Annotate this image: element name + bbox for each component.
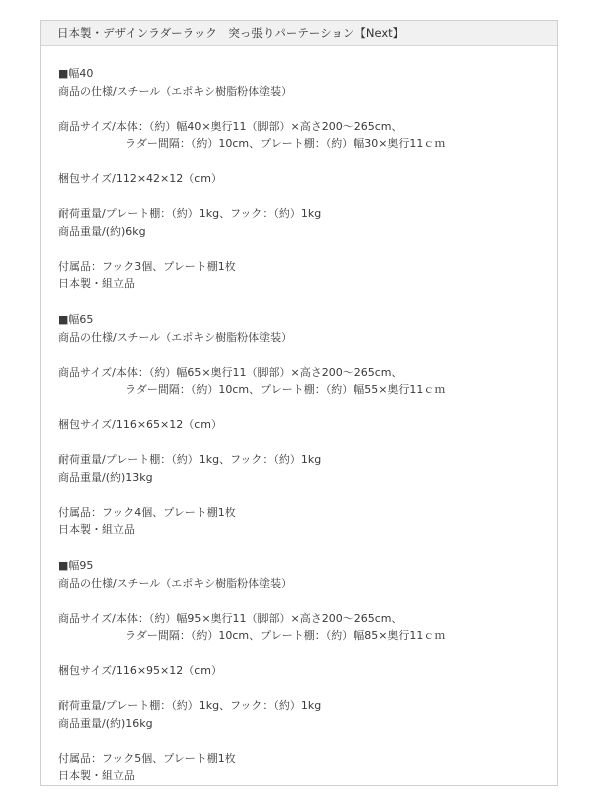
product-size: 商品サイズ/本体：（約）幅65×奥行11（脚部）×高さ200～265cm、 — [58, 365, 403, 379]
package-size: 梱包サイズ/116×95×12（cm） — [58, 664, 223, 677]
spec-section-w95 — [58, 557, 551, 803]
origin-note: 日本製・組立品 — [58, 523, 135, 536]
spec-section-w40 — [58, 65, 551, 311]
section-heading: ■幅95 — [58, 559, 94, 572]
ladder-spacing: ラダー間隔：（約）10cm、プレート棚：（約）幅55×奥行11ｃｍ — [125, 383, 446, 396]
origin-note: 日本製・組立品 — [58, 277, 135, 290]
product-weight: 商品重量/(約)13kg — [58, 470, 153, 484]
load-capacity: 耐荷重量/プレート棚：（約）1kg、フック：（約）1kg — [58, 699, 322, 712]
accessories: 付属品：フック3個、プレート棚1枚 — [58, 259, 236, 273]
spec-content — [58, 65, 551, 803]
spec-panel — [40, 20, 558, 786]
load-capacity: 耐荷重量/プレート棚：（約）1kg、フック：（約）1kg — [58, 453, 322, 466]
material-spec: 商品の仕様/スチール（エポキシ樹脂粉体塗装） — [58, 330, 293, 344]
load-capacity: 耐荷重量/プレート棚：（約）1kg、フック：（約）1kg — [58, 207, 322, 220]
product-size: 商品サイズ/本体：（約）幅40×奥行11（脚部）×高さ200～265cm、 — [58, 119, 403, 133]
ladder-spacing: ラダー間隔：（約）10cm、プレート棚：（約）幅30×奥行11ｃｍ — [125, 137, 446, 150]
origin-note: 日本製・組立品 — [58, 769, 135, 782]
material-spec: 商品の仕様/スチール（エポキシ樹脂粉体塗装） — [58, 84, 293, 98]
section-heading: ■幅40 — [58, 67, 94, 80]
package-size: 梱包サイズ/112×42×12（cm） — [58, 172, 223, 185]
package-size: 梱包サイズ/116×65×12（cm） — [58, 418, 223, 431]
accessories: 付属品：フック5個、プレート棚1枚 — [58, 751, 236, 765]
ladder-spacing: ラダー間隔：（約）10cm、プレート棚：（約）幅85×奥行11ｃｍ — [125, 629, 446, 642]
accessories: 付属品：フック4個、プレート棚1枚 — [58, 505, 236, 519]
material-spec: 商品の仕様/スチール（エポキシ樹脂粉体塗装） — [58, 576, 293, 590]
product-weight: 商品重量/(約)6kg — [58, 224, 146, 238]
section-heading: ■幅65 — [58, 313, 94, 326]
product-weight: 商品重量/(約)16kg — [58, 716, 153, 730]
panel-title: 日本製・デザインラダーラック 突っ張りパーテーション【Next】 — [41, 21, 557, 46]
spec-section-w65 — [58, 311, 551, 557]
product-size: 商品サイズ/本体：（約）幅95×奥行11（脚部）×高さ200～265cm、 — [58, 611, 403, 625]
